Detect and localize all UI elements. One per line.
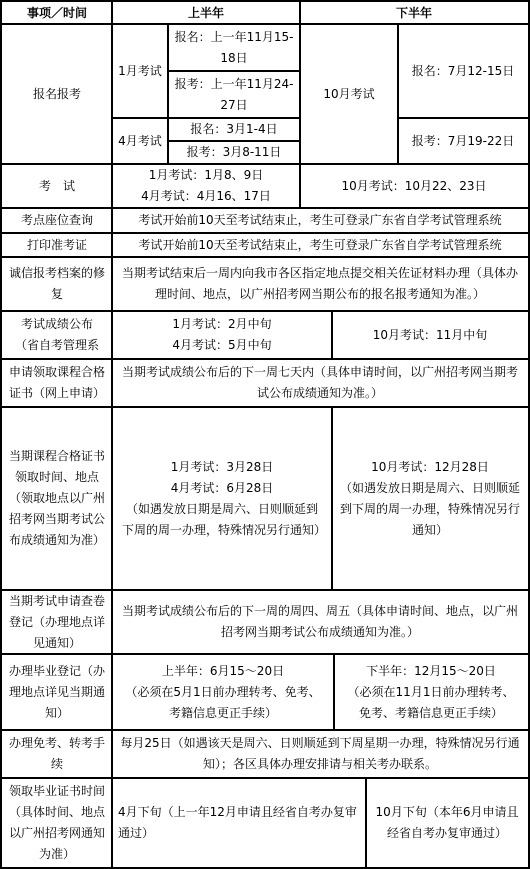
jan-exam-label: 1月考试 xyxy=(118,63,162,78)
results-apr: 4月考试：5月中旬 xyxy=(172,338,272,352)
grad-register-first: 上半年：6月15～20日 xyxy=(161,663,285,678)
header-second-half: 下半年 xyxy=(395,5,432,20)
exam-apr: 4月考试：4月16、17日 xyxy=(141,189,271,203)
apr-apply: 报考：3月8-11日 xyxy=(186,145,282,159)
grad-cert-second: 10月下旬（本年6月申请且经省自考办复审通过） xyxy=(375,804,519,840)
ticket-text: 考试开始前10天至考试结束止，考生可登录广东省自学考试管理系统 xyxy=(138,237,502,252)
seat-label: 考点座位查询 xyxy=(20,213,93,227)
cert-collect-apr: 4月考试：6月28日 xyxy=(170,480,274,495)
oct-signup: 报名：7月12-15日 xyxy=(411,63,515,78)
seat-text: 考试开始前10天至考试结束止，考生可登录广东省自学考试管理系统 xyxy=(138,213,502,227)
cert-collect-second-note: （如遇发放日期是周六、日则顺延到下周的周一办理，特殊情况另行通知） xyxy=(340,480,521,537)
header-first-half: 上半年 xyxy=(187,5,224,20)
grad-register-first-note: （必须在5月1日前办理转考、免考、考籍信息更正手续） xyxy=(125,684,321,720)
cert-apply-text: 当期考试成绩公布后的下一周七天内（具体申请时间，以广州招考网当期考试公布成绩通知为准。） xyxy=(121,365,518,400)
oct-exam-label: 10月考试 xyxy=(323,86,375,101)
ticket-label: 打印准考证 xyxy=(26,237,87,252)
registration-label: 报名报考 xyxy=(32,86,81,101)
grad-cert-first: 4月下旬（上一年12月申请且经省自考办复审通过） xyxy=(118,804,357,840)
cert-collect-jan: 1月考试：3月28日 xyxy=(170,459,274,474)
apr-signup: 报名：3月1-4日 xyxy=(190,122,278,136)
exemption-label: 办理免考、转考手续 xyxy=(8,736,105,771)
table-border xyxy=(1,1,529,868)
exam-oct: 10月考试：10月22、23日 xyxy=(341,178,487,193)
cert-apply-label: 申请领取课程合格证书（网上申请） xyxy=(8,365,105,400)
integrity-text: 当期考试结束后一周内向我市各区指定地点提交相关佐证材料办理（具体办理时间、地点，以广州招考网当期公布的报名报考通知为准。） xyxy=(121,266,518,301)
grad-register-label: 办理毕业登记（办理地点详见当期通知） xyxy=(8,663,105,720)
review-label: 当期考试申请查卷登记（办理地点详见通知） xyxy=(8,593,105,650)
apr-exam-label: 4月考试 xyxy=(118,133,162,148)
oct-apply: 报考：7月19-22日 xyxy=(411,133,515,148)
cert-collect-label: 当期课程合格证书领取时间、地点（领取地点以广州招考网当期考试公布成绩通知为准） xyxy=(8,449,105,547)
integrity-label: 诚信报考档案的修复 xyxy=(8,266,105,301)
cert-collect-oct: 10月考试：12月28日 xyxy=(371,459,489,474)
exam-label: 考 试 xyxy=(38,178,75,193)
header-item: 事项／时间 xyxy=(26,5,87,20)
results-jan: 1月考试：2月中旬 xyxy=(172,317,272,331)
results-oct: 10月考试：11月中旬 xyxy=(372,327,488,342)
exam-jan: 1月考试：1月8、9日 xyxy=(148,168,264,182)
jan-signup: 报名：上一年11月15-18日 xyxy=(174,29,294,65)
exemption-text: 每月25日（如遇该天是周六、日则顺延到下周星期一办理，特殊情况另行通知）；各区具体办理安排请与相关考办联系。 xyxy=(120,736,520,771)
review-text: 当期考试成绩公布后的下一周的周四、周五（具体申请时间、地点，以广州招考网当期考试公布成绩通知为准。） xyxy=(121,604,518,639)
cert-collect-first-note: （如遇发放日期是周六、日则顺延到下周的周一办理，特殊情况另行通知） xyxy=(122,501,327,537)
grad-register-second: 下半年：12月15～20日 xyxy=(366,663,496,678)
grad-register-second-note: （必须在11月1日前办理转考、免考、考籍信息更正手续） xyxy=(347,684,515,720)
results-label: 考试成绩公布（省自考管理系 xyxy=(14,317,99,352)
jan-apply: 报考：上一年11月24-27日 xyxy=(174,76,294,112)
grad-cert-label: 领取毕业证书时间（具体时间、地点以广州招考网通知为准） xyxy=(8,783,105,861)
